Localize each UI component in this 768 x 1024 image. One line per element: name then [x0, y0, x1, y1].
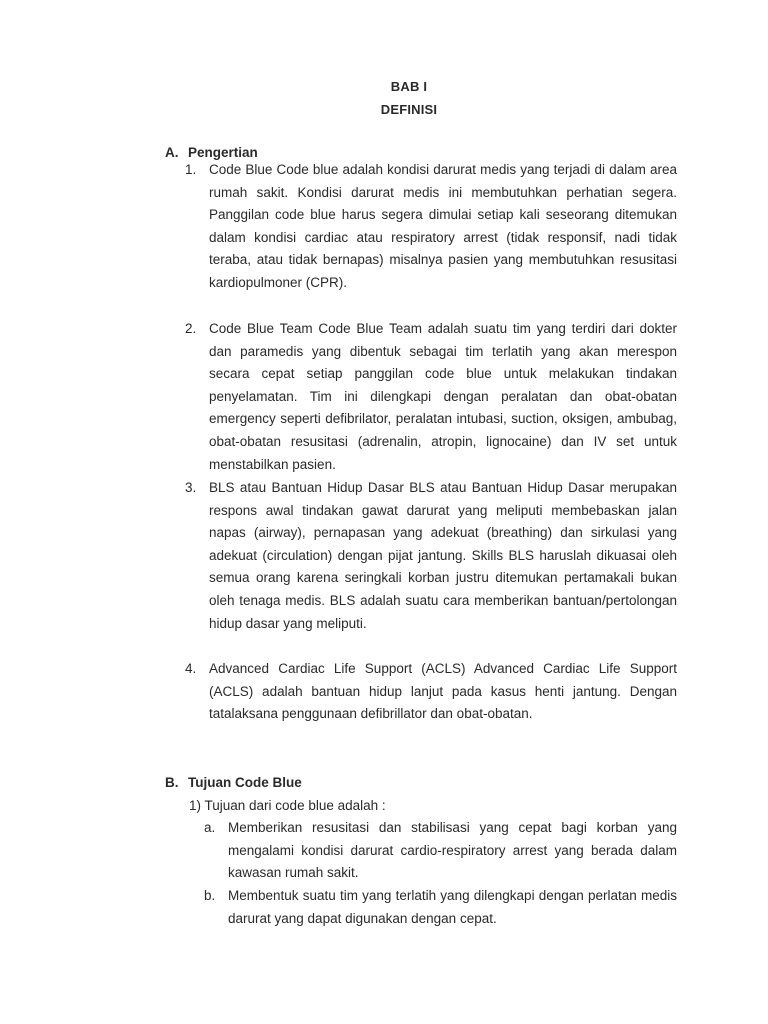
list-item: [185, 477, 677, 635]
section-a-heading: [165, 145, 258, 160]
section-b-heading: [165, 775, 302, 790]
section-a-title: Pengertian: [188, 145, 258, 160]
list-item-number: 1.: [185, 162, 197, 177]
list-item-letter: a.: [204, 820, 216, 835]
list-item-number: 2.: [185, 321, 197, 336]
list-item: [185, 159, 677, 295]
chapter-title: DEFINISI: [380, 102, 438, 117]
sub-item: 1) Tujuan dari code blue adalah :: [189, 798, 386, 813]
list-item: [204, 885, 677, 930]
list-item-number: 3.: [185, 480, 197, 495]
list-item: [185, 658, 677, 726]
chapter-heading: BAB I: [390, 79, 428, 94]
list-item-letter: b.: [204, 888, 216, 903]
section-a-letter: A.: [165, 145, 179, 160]
list-item-text: Membentuk suatu tim yang terlatih yang dilengkapi dengan perlatan medis darurat yang dapat digunakan dengan cepat.: [228, 888, 677, 926]
list-item: [185, 318, 677, 476]
list-item: [204, 817, 677, 885]
list-item-number: 4.: [185, 661, 197, 676]
section-b-letter: B.: [165, 775, 179, 790]
list-item-text: Advanced Cardiac Life Support (ACLS) Advanced Cardiac Life Support (ACLS) adalah bantuan hidup lanjut pada kasus henti jantung. Dengan tatalaksana penggunaan defibrillator dan obat-obatan.: [209, 661, 677, 722]
section-b-title: Tujuan Code Blue: [188, 775, 302, 790]
list-item-text: BLS atau Bantuan Hidup Dasar BLS atau Bantuan Hidup Dasar merupakan respons awal tindakan gawat darurat yang meliputi membebaskan jalan napas (airway), pernapasan yang adekuat (breathing) dan sirkulasi yang adekuat (circulation) dengan pijat jantung. Skills BLS haruslah dikuasai oleh semua orang karena seringkali korban justru ditemukan pertamakali bukan oleh tenaga medis. BLS adalah suatu cara memberikan bantuan/pertolongan hidup dasar yang meliputi.: [209, 480, 677, 631]
list-item-text: Code Blue Team Code Blue Team adalah suatu tim yang terdiri dari dokter dan paramedis yang dibentuk sebagai tim terlatih yang akan merespon secara cepat setiap panggilan code blue untuk melakukan tindakan penyelamatan. Tim ini dilengkapi dengan peralatan dan obat-obatan emergency seperti defibrilator, peralatan intubasi, suction, oksigen, ambubag, obat-obatan resusitasi (adrenalin, atropin, lignocaine) dan IV set untuk menstabilkan pasien.: [209, 321, 677, 472]
list-item-text: Code Blue Code blue adalah kondisi darurat medis yang terjadi di dalam area rumah sakit. Kondisi darurat medis ini membutuhkan perhatian segera. Panggilan code blue harus segera dimulai setiap kali seseorang ditemukan dalam kondisi cardiac atau respiratory arrest (tidak responsif, nadi tidak teraba, atau tidak bernapas) misalnya pasien yang membutuhkan resusitasi kardiopulmoner (CPR).: [209, 162, 677, 290]
list-item-text: Memberikan resusitasi dan stabilisasi yang cepat bagi korban yang mengalami kondisi darurat cardio-respiratory arrest yang berada dalam kawasan rumah sakit.: [228, 820, 677, 881]
